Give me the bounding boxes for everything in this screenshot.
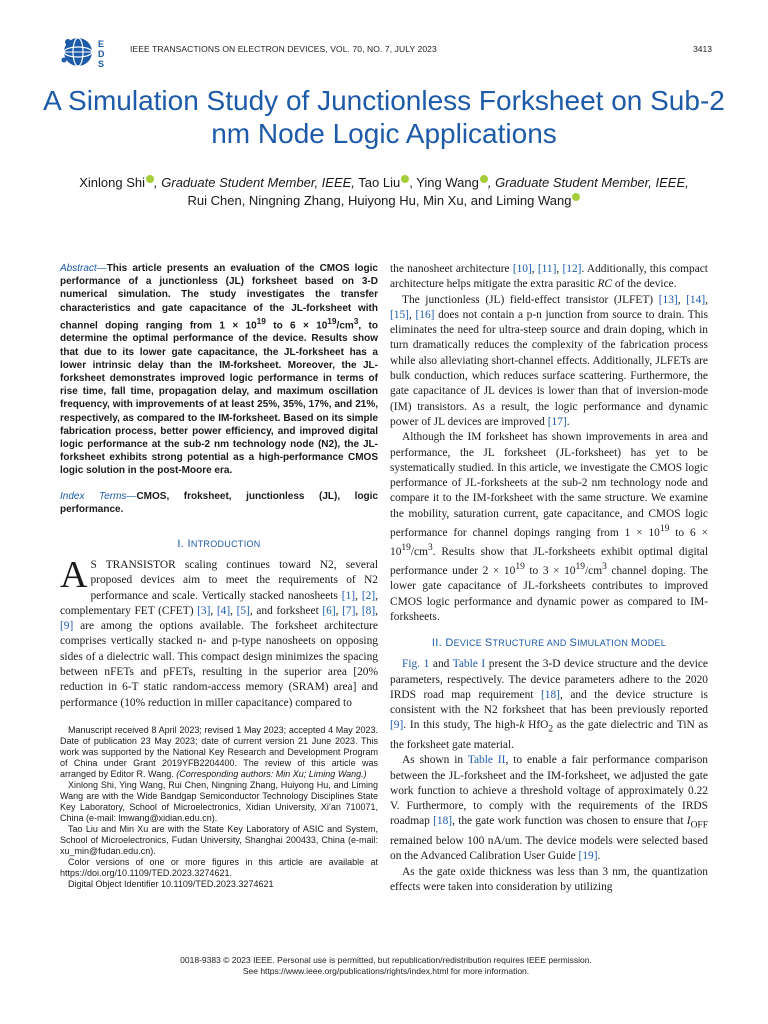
abstract-sup: 19	[327, 315, 337, 326]
left-column	[60, 262, 378, 890]
orcid-icon[interactable]	[572, 193, 580, 201]
paper-title: A Simulation Study of Junctionless Forksheet on Sub-2 nm Node Logic Applications	[43, 85, 725, 149]
running-header	[60, 30, 712, 70]
right-column	[390, 262, 708, 895]
section-title: EVICE	[453, 638, 485, 649]
citation-link[interactable]: [9]	[390, 719, 404, 732]
table-link[interactable]: Table I	[452, 658, 486, 671]
abstract	[60, 262, 378, 478]
text-run: channel doping. The lower gate capacitance of JL-forksheets contributes to improved CMOS logic performance and dynamic power as compared to IM-forksheets.	[390, 565, 708, 623]
text-run: , and forksheet	[249, 604, 323, 617]
author-name: Rui Chen, Ningning Zhang, Huiyong Hu, Min Xu, and Liming Wang	[187, 193, 572, 208]
citation-link[interactable]: [9]	[60, 620, 74, 633]
citation-link[interactable]: [16]	[415, 308, 435, 321]
text-run: ,	[677, 293, 687, 306]
footnote-affiliation: Xinlong Shi, Ying Wang, Rui Chen, Ningning Zhang, Huiyong Hu, and Liming Wang are with the Wide Bandgap Semiconductor Technology Disciplines State Key Laboratory, School of Microelectronics, Xidian University, Xi’an 710071, China (e-mail: lmwang@xidian.edu.cn).	[60, 779, 378, 823]
text-run: S TRANSISTOR scaling continues toward N2, several proposed devices aim to meet the requirements of N2 performance and scale. Vertically stacked nanosheets	[90, 558, 378, 602]
footnote-color: Color versions of one or more figures in this article are available at https://doi.org/10.1109/TED.2023.3274621.	[60, 856, 378, 878]
section-title: IMULATION	[577, 638, 631, 649]
text-run: /cm	[410, 545, 428, 558]
copyright-footer	[60, 955, 712, 977]
logo-letter-s: S	[98, 59, 105, 69]
superscript: 19	[659, 524, 670, 535]
text-run: k	[519, 719, 525, 732]
section-heading-introduction	[60, 538, 378, 550]
section-title: TRUCTURE AND	[492, 638, 570, 649]
footnote-affiliation: Tao Liu and Min Xu are with the State Key Laboratory of ASIC and System, School of Microelectronics, Fudan University, Shanghai 200433, China (e-mail: xu_min@fudan.edu.cn).	[60, 823, 378, 856]
text-run: present the 3-D device structure and the device parameters, respectively. The device parameters adhere to the 2020 IRDS road map requirement	[390, 658, 708, 701]
index-terms	[60, 490, 378, 516]
citation-link[interactable]: [13]	[658, 293, 678, 306]
section-title: S	[484, 637, 493, 650]
text-run: ,	[705, 293, 708, 306]
section-heading-device-structure	[390, 637, 708, 649]
rights-line: See https://www.ieee.org/publications/rights/index.html for more information.	[242, 966, 530, 976]
citation-link[interactable]: [4]	[216, 604, 231, 617]
text-run: The junctionless (JL) field-effect transistor (JLFET)	[402, 293, 659, 306]
text-run: I	[686, 815, 691, 828]
citation-link[interactable]: [1]	[341, 589, 356, 602]
author-list	[40, 174, 728, 210]
text-run: and	[429, 658, 453, 671]
section-title: I	[187, 537, 191, 550]
citation-link[interactable]: [7]	[342, 604, 356, 617]
text-run: (Corresponding authors: Min Xu; Liming Wang.)	[176, 768, 367, 779]
abstract-text: This article presents an evaluation of the CMOS logic performance of a junctionless (JL) forksheet based on 3-D numerical simulation. The study investigates the transfer characteristics and gate capacitance of the JL-forksheet with channel doping ranging from 1 × 10	[60, 263, 378, 332]
text-run: .	[566, 415, 570, 428]
citation-link[interactable]: [3]	[197, 604, 211, 617]
orcid-icon[interactable]	[146, 175, 154, 183]
text-run: ,	[556, 263, 563, 275]
citation-link[interactable]: [5]	[236, 604, 250, 617]
text-run: does not contain a p-n junction from source to drain. This eliminates the need for ultra-steep source and drain doping, which in turn dramatically reduces the complexity of the fabrication process while also alleviating short-channel effects. Additionally, JLFETs are bulk conduction, which reduces surface scattering. Furthermore, the gate capacitance of JL devices is lower than that of inversion-mode (IM) transistors. As a result, the logic performance and dynamic power of JL devices are improved	[390, 308, 708, 428]
logo-letter-d: D	[98, 49, 105, 59]
body-paragraph	[390, 430, 708, 625]
index-terms-text: CMOS, froksheet, junctionless (JL), logic performance.	[60, 490, 378, 515]
body-paragraph: As the gate oxide thickness was less than 3 nm, the quantization effects were taken into consideration by utilizing	[390, 865, 708, 893]
footnote-doi: Digital Object Identifier 10.1109/TED.2023.3274621	[68, 878, 274, 889]
citation-link[interactable]: [18]	[433, 815, 453, 828]
body-paragraph	[390, 293, 708, 431]
text-run: ,	[408, 308, 416, 321]
text-run: As shown in	[402, 754, 468, 767]
eds-logo-icon	[60, 34, 120, 70]
text-run: ,	[531, 263, 538, 275]
text-run: ,	[335, 604, 343, 617]
text-run: ,	[210, 604, 217, 617]
text-run: /cm	[585, 565, 603, 578]
text-run: .	[597, 850, 601, 863]
superscript: 19	[401, 543, 411, 554]
citation-link[interactable]: [19]	[578, 850, 598, 863]
abstract-label: Abstract—	[60, 263, 107, 274]
superscript: 3	[427, 543, 433, 554]
citation-link[interactable]: [11]	[537, 263, 557, 275]
table-link[interactable]: Table II	[467, 754, 506, 767]
text-run: , complementary FET (CFET)	[60, 589, 378, 617]
abstract-sup: 19	[256, 315, 266, 326]
body-paragraph	[390, 262, 708, 293]
text-run: . In this study, The high-	[403, 719, 520, 732]
text-run: Although the IM forksheet has shown improvements in area and performance, the JL forksheet (JL-forksheet) has yet to be systematically studied. In this article, we investigate the CMOS logic performance of JL-forksheets at the sub-2 nm technology node and compare it to the IM-forksheet with the same structure. We examine the mobility, saturation current, gate capacitance, and CMOS logic performance for channel dopings ranging from 1 × 10	[390, 431, 708, 539]
text-run: HfO	[524, 719, 549, 732]
text-run: ,	[375, 604, 379, 617]
superscript: 3	[602, 562, 607, 573]
text-run: , and the device structure is consistent with the N2 forksheet that has been previously reported	[390, 688, 708, 717]
text-run: to 3 × 10	[524, 565, 576, 578]
logo-letter-e: E	[98, 39, 105, 49]
abstract-text: /cm	[336, 320, 354, 332]
drop-cap: A	[60, 553, 88, 596]
abstract-text: , to determine the optimal performance of the device. Results show that due to its lower gate capacitance, the JL-forksheet has a lower intrinsic delay than the IM-forksheet. Moreover, the JL-forksheet demonstrates improved logic performance in terms of rise time, fall time, propagation delay, and maximum oscillation frequency, with improvements of at least 25%, 35%, 17%, and 21%, respectively, as compared to the IM-forksheet. Based on its simple fabrication process, better power efficiency, and improved digital logic performance at the sub-2 nm technology node (N2), the JL-forksheet exhibits strong potential as a high-performance CMOS logic solution in the post-Moore era.	[60, 320, 378, 477]
text-run: are among the options available. The forksheet architecture comprises vertically stacked n- and p-type nanosheets on opposing sides of a dielectric wall. This compact design minimizes the spacing between nFETs and pFETs, resulting in the superior area [20% reduction in 6-T static random-access memory (SRAM) area] and performance (10% reduction in miller capacitance) compared to	[60, 620, 378, 709]
author-name: Tao Liu	[354, 175, 401, 190]
citation-link[interactable]: [10]	[512, 263, 532, 275]
text-run: RC	[597, 278, 613, 291]
author-membership: , Graduate Student Member, IEEE,	[154, 175, 355, 190]
text-run: , the gate work function was chosen to ensure that	[452, 815, 687, 828]
section-title: D	[445, 637, 454, 650]
orcid-icon[interactable]	[480, 175, 488, 183]
author-name: Xinlong Shi	[79, 175, 146, 190]
author-name: , Ying Wang	[409, 175, 479, 190]
author-membership: , Graduate Student Member, IEEE,	[487, 175, 689, 190]
section-title: NTRODUCTION	[190, 538, 261, 549]
journal-citation: IEEE TRANSACTIONS ON ELECTRON DEVICES, VOL. 70, NO. 7, JULY 2023	[130, 44, 437, 54]
citation-link[interactable]: [8]	[361, 604, 376, 617]
citation-link[interactable]: [2]	[361, 589, 376, 602]
text-run: Manuscript received 8 April 2023; revised 1 May 2023; accepted 4 May 2023. Date of publication 23 May 2023; date of current version 21 June 2023. This work was supported by the National Key Research and Development Program of China under Grant 2019YFB2204400. The review of this article was arranged by Editor R. Wang.	[60, 724, 378, 779]
superscript: 19	[575, 562, 585, 573]
citation-link[interactable]: [6]	[322, 604, 336, 617]
abstract-sup: 3	[353, 315, 359, 326]
text-run: to 6 × 10	[390, 526, 708, 558]
text-run: remained below 100 nA/um. The device models were selected based on the Advanced Calibration User Guide	[390, 835, 708, 863]
index-terms-label: Index Terms—	[60, 490, 137, 502]
citation-link[interactable]: [15]	[390, 308, 409, 321]
section-number: II.	[431, 637, 446, 650]
superscript: 19	[515, 562, 525, 573]
abstract-text: to 6 × 10	[265, 320, 328, 332]
text-run: . Additionally, this compact architecture helps mitigate the extra parasitic	[390, 263, 708, 291]
text-run: ,	[230, 604, 237, 617]
body-paragraph	[390, 657, 708, 753]
text-run: , to enable a fair performance comparison between the JL-forksheet and the IM-forksheet, we adjusted the gate work function to achieve a threshold voltage of approximately 0.22 V. Furthermore, to comply with the requirements of the IRDS roadmap	[390, 754, 708, 828]
citation-link[interactable]: [14]	[686, 293, 706, 306]
section-title: M	[630, 637, 641, 650]
citation-link[interactable]: [17]	[547, 415, 567, 428]
section-number: I.	[177, 537, 188, 550]
text-run: of the device.	[612, 278, 677, 291]
body-paragraph	[390, 753, 708, 864]
section-title: ODEL	[640, 638, 667, 649]
subscript: 2	[548, 724, 554, 735]
text-run: ,	[355, 589, 362, 602]
figure-link[interactable]: Fig. 1	[402, 658, 430, 671]
text-run: ,	[355, 604, 362, 617]
section-title: S	[569, 637, 578, 650]
intro-paragraph	[60, 553, 379, 711]
citation-link[interactable]: [12]	[562, 263, 582, 275]
text-run: . Results show that JL-forksheets exhibit optimal digital performance under 2 × 10	[390, 545, 708, 578]
copyright-line: 0018-9383 © 2023 IEEE. Personal use is permitted, but republication/redistribution requires IEEE permission.	[180, 955, 592, 965]
text-run: as the gate dielectric and TiN as the forksheet gate material.	[390, 719, 709, 751]
citation-link[interactable]: [18]	[540, 688, 560, 701]
text-run: the nanosheet architecture	[390, 263, 513, 275]
subscript: OFF	[690, 820, 708, 831]
footnote-manuscript	[60, 725, 378, 780]
footnotes	[60, 725, 378, 890]
page-number: 3413	[693, 44, 712, 54]
